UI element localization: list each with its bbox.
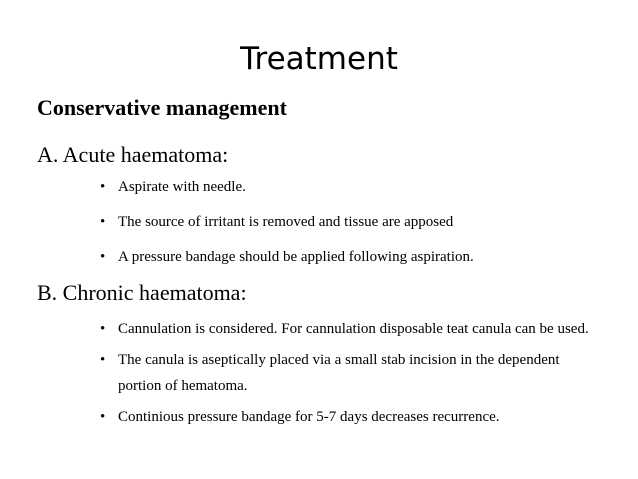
list-item-text: Cannulation is considered. For cannulation disposable teat canula can be used. [118,321,589,337]
list-item [100,404,600,430]
list-item [100,212,600,232]
list-item [100,177,600,197]
list-item-text: Aspirate with needle. [118,179,246,195]
slide-title: Treatment [240,41,398,77]
subheading: Conservative management [37,95,287,120]
bullet-icon: • [100,214,106,230]
list-item [100,347,600,399]
bullet-icon: • [100,409,106,425]
bullet-icon: • [100,249,106,265]
bullet-list-chronic [100,316,600,435]
list-item-text: The source of irritant is removed and tissue are apposed [118,214,454,230]
list-item-text: A pressure bandage should be applied following aspiration. [118,249,474,265]
list-item-text: Continious pressure bandage for 5-7 days decreases recurrence. [118,409,500,425]
section-heading-acute: A. Acute haematoma: [37,142,229,167]
bullet-icon: • [100,321,106,337]
bullet-list-acute [100,177,600,282]
list-item [100,247,600,267]
list-item-text: The canula is aseptically placed via a small stab incision in the dependent portion of hematoma. [118,352,560,394]
bullet-icon: • [100,179,106,195]
bullet-icon: • [100,352,106,368]
section-heading-chronic: B. Chronic haematoma: [37,280,247,305]
list-item [100,316,600,342]
